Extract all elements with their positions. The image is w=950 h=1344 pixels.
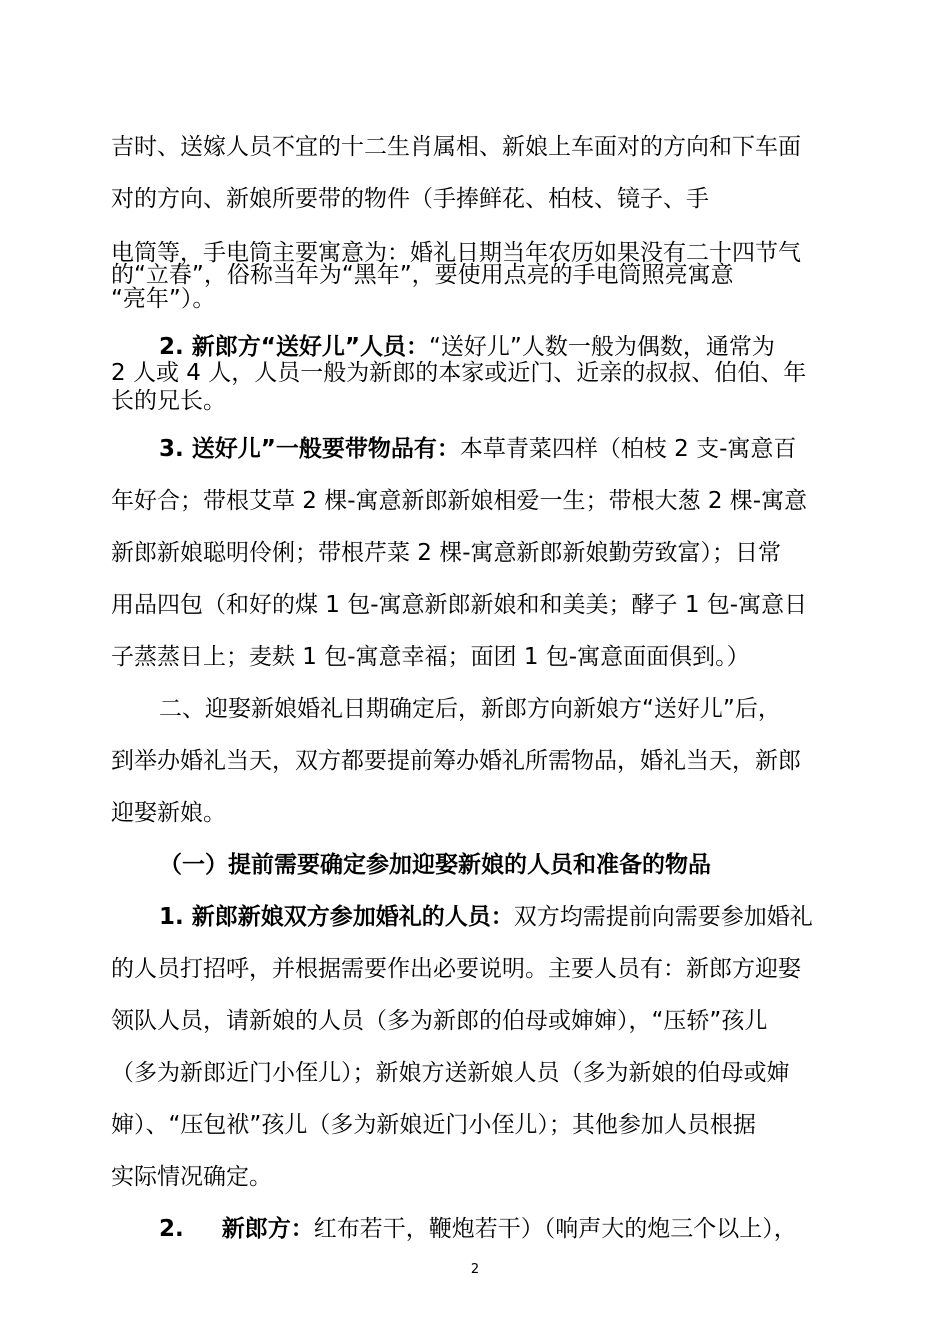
item-text: 本草青菜四样（柏枝 2 支-寓意百	[459, 436, 797, 462]
item-text: 双方均需提前向需要参加婚礼	[513, 904, 813, 930]
text-line: 婶）、“压包袱”孩儿（多为新娘近门小侄儿）；其他参加人员根据	[111, 1112, 756, 1138]
text-line: 电筒等，手电筒主要寓意为：婚礼日期当年农历如果没有二十四节气	[111, 240, 801, 266]
subsection-heading: （一）提前需要确定参加迎娶新娘的人员和准备的物品	[159, 852, 711, 878]
text-line: 的人员打招呼，并根据需要作出必要说明。主要人员有：新郎方迎娶	[111, 956, 801, 982]
text-line: “亮年”）。	[111, 286, 216, 312]
paragraph-line	[159, 430, 796, 463]
text-line: 对的方向、新娘所要带的物件（手捧鲜花、柏枝、镜子、手	[111, 186, 709, 212]
text-line: 领队人员，请新娘的人员（多为新郎的伯母或婶婶），“压轿”孩儿	[111, 1008, 768, 1034]
item-heading: 2. 新郎方“送好儿”人员：	[159, 334, 429, 360]
text-line: 实际情况确定。	[111, 1164, 272, 1190]
text-line: 的“立春”，俗称当年为“黑年”，要使用点亮的手电筒照亮寓意	[111, 262, 734, 288]
item-heading: 3. 送好儿”一般要带物品有：	[159, 436, 460, 462]
text-line: 年好合；带根艾草 2 棵-寓意新郎新娘相爱一生；带根大葱 2 棵-寓意	[111, 488, 808, 514]
text-line: 新郎新娘聪明伶俐；带根芹菜 2 棵-寓意新郎新娘勤劳致富）；日常	[111, 540, 782, 566]
text-line: 到举办婚礼当天，双方都要提前筹办婚礼所需物品，婚礼当天，新郎	[111, 748, 801, 774]
page-number: 2	[470, 1262, 480, 1277]
text-line: 用品四包（和好的煤 1 包-寓意新郎新娘和和美美；酵子 1 包-寓意日	[111, 592, 808, 618]
paragraph-line	[159, 898, 813, 931]
item-heading: 新郎方：	[221, 1216, 314, 1242]
text-line: 长的兄长。	[111, 388, 226, 414]
item-text: “送好儿”人数一般为偶数，通常为	[428, 334, 775, 360]
text-line: 二、迎娶新娘婚礼日期确定后，新郎方向新娘方“送好儿”后，	[159, 696, 781, 722]
item-text: 红布若干，鞭炮若干）（响声大的炮三个以上），	[313, 1216, 797, 1242]
text-line: 2 人或 4 人，人员一般为新郎的本家或近门、近亲的叔叔、伯伯、年	[111, 360, 807, 386]
item-heading: 1. 新郎新娘双方参加婚礼的人员：	[159, 904, 514, 930]
text-line: 迎娶新娘。	[111, 800, 226, 826]
text-line: （多为新郎近门小侄儿）；新娘方送新娘人员（多为新娘的伯母或婶	[111, 1060, 790, 1086]
paragraph-line	[159, 1210, 797, 1243]
text-line: 子蒸蒸日上；麦麸 1 包-寓意幸福；面团 1 包-寓意面面俱到。）	[111, 644, 750, 670]
item-number: 2.	[159, 1216, 184, 1242]
text-line: 吉时、送嫁人员不宜的十二生肖属相、新娘上车面对的方向和下车面	[111, 134, 801, 160]
